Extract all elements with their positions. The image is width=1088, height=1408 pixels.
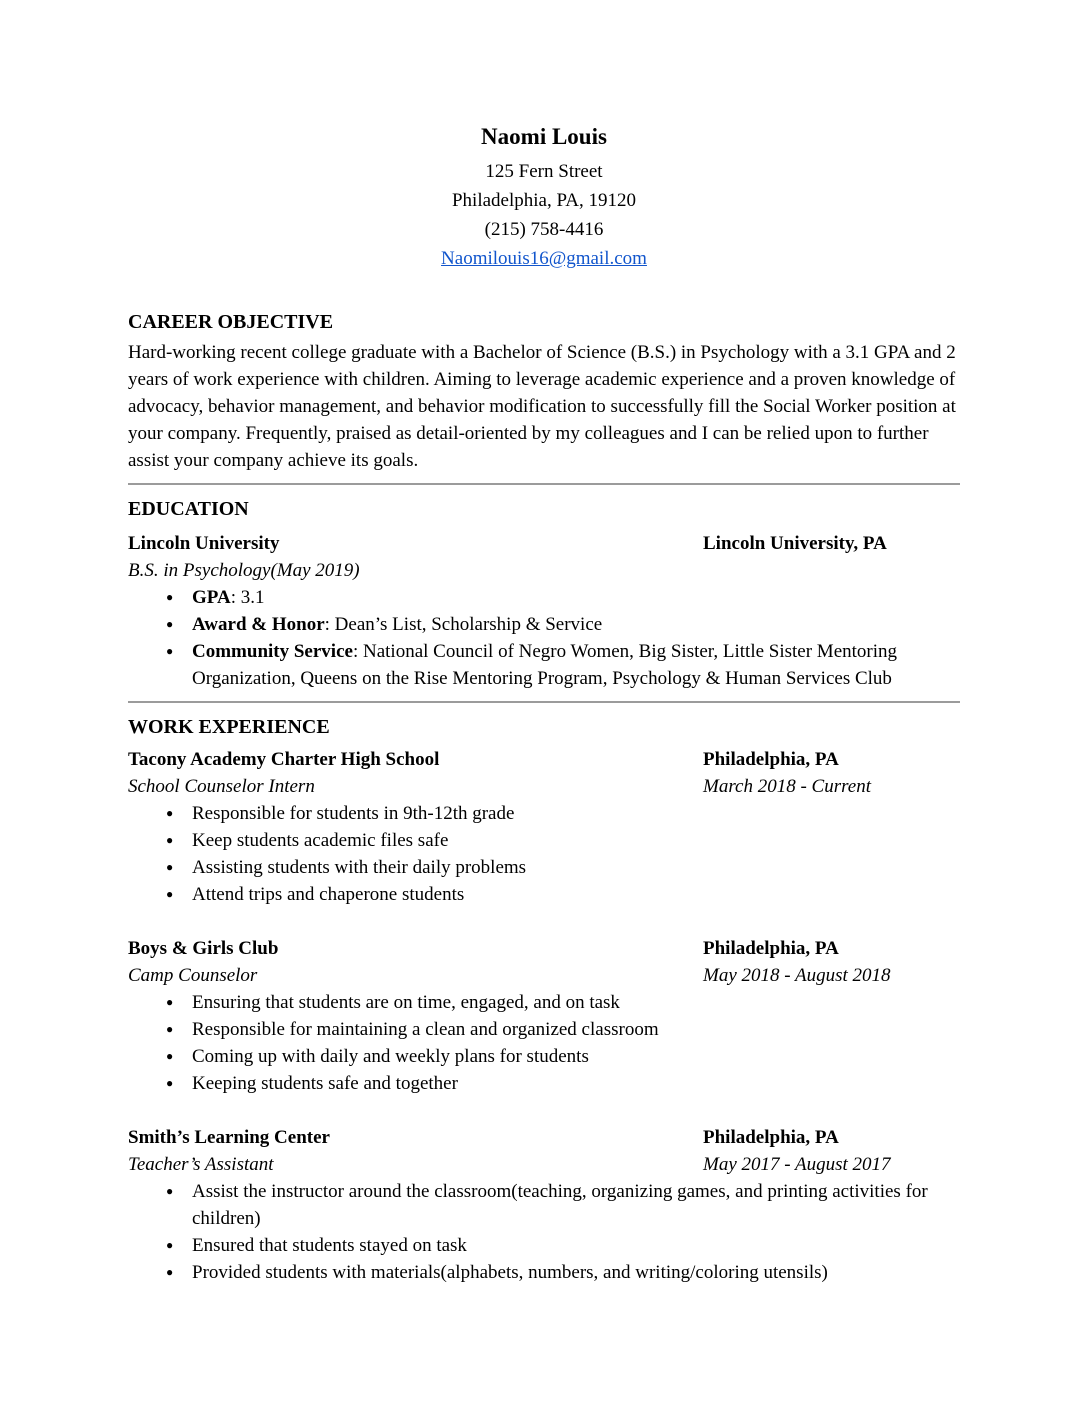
job-company-row	[128, 935, 960, 962]
education-heading: EDUCATION	[128, 498, 249, 520]
career-objective-text: Hard-working recent college graduate with a Bachelor of Science (B.S.) in Psychology with a 3.1 GPA and 2 years of work experience with children. Aiming to leverage academic experience and a proven knowledge of advocacy, behavior management, and behavior modification to successfully fill the Social Worker position at your company. Frequently, praised as detail-oriented by my colleagues and I can be relied upon to further assist your company achieve its goals.	[128, 342, 956, 471]
job-title-row	[128, 962, 960, 989]
job-dates: March 2018 - Current	[703, 776, 871, 797]
work-experience-heading: WORK EXPERIENCE	[128, 716, 330, 738]
address-city-state-zip: Philadelphia, PA, 19120	[451, 190, 637, 211]
job-bullet-list	[128, 1178, 960, 1286]
work-experience-section	[128, 714, 960, 1286]
bullet-label: GPA	[192, 587, 231, 608]
bullet-text: : 3.1	[230, 587, 265, 608]
job-entry-smiths-learning-center	[128, 1124, 960, 1286]
address-street: 125 Fern Street	[485, 161, 603, 182]
job-bullet: ● Coming up with daily and weekly plans for students	[128, 1043, 960, 1070]
job-bullet: ● Ensuring that students are on time, engaged, and on task	[128, 989, 960, 1016]
bullet-text: : National Council of Negro Women, Big Sister, Little Sister Mentoring Organization, Queens on the Rise Mentoring Program, Psychology & Human Services Club	[192, 641, 898, 689]
email-link[interactable]: Naomilouis16@gmail.com	[441, 248, 647, 269]
school-name: Lincoln University	[128, 533, 280, 554]
job-bullet: ● Assist the instructor around the classroom(teaching, organizing games, and printing activities for children)	[128, 1178, 960, 1232]
bullet-label: Award & Honor	[192, 614, 325, 635]
education-bullet-list	[128, 584, 960, 692]
job-bullet-list	[128, 989, 960, 1097]
job-dates: May 2018 - August 2018	[703, 965, 891, 986]
job-title-row	[128, 1151, 960, 1178]
job-bullet: ● Keeping students safe and together	[128, 1070, 960, 1097]
job-title: School Counselor Intern	[128, 776, 315, 797]
job-bullet: ● Keep students academic files safe	[128, 827, 960, 854]
job-bullet: ● Attend trips and chaperone students	[128, 881, 960, 908]
job-bullet: ● Ensured that students stayed on task	[128, 1232, 960, 1259]
education-bullet-community-service	[128, 638, 960, 692]
job-title-row	[128, 773, 960, 800]
job-title: Camp Counselor	[128, 965, 258, 986]
job-bullet: ● Responsible for students in 9th-12th grade	[128, 800, 960, 827]
school-location: Lincoln University, PA	[703, 533, 887, 554]
company-name: Smith’s Learning Center	[128, 1127, 330, 1148]
job-bullet: ● Provided students with materials(alphabets, numbers, and writing/coloring utensils)	[128, 1259, 960, 1286]
job-title: Teacher’s Assistant	[128, 1154, 274, 1175]
company-name: Boys & Girls Club	[128, 938, 279, 959]
job-bullet: ● Assisting students with their daily problems	[128, 854, 960, 881]
company-location: Philadelphia, PA	[703, 1127, 839, 1148]
career-objective-section	[128, 309, 960, 474]
phone-number: (215) 758-4416	[484, 219, 604, 240]
company-location: Philadelphia, PA	[703, 938, 839, 959]
job-company-row	[128, 746, 960, 773]
job-dates: May 2017 - August 2017	[703, 1154, 891, 1175]
bullet-text: : Dean’s List, Scholarship & Service	[324, 614, 603, 635]
person-name: Naomi Louis	[481, 124, 607, 149]
education-bullet-gpa	[128, 584, 960, 611]
job-company-row	[128, 1124, 960, 1151]
career-objective-heading: CAREER OBJECTIVE	[128, 311, 334, 333]
education-school-row	[128, 530, 960, 557]
job-bullet: ● Responsible for maintaining a clean and organized classroom	[128, 1016, 960, 1043]
bullet-label: Community Service	[192, 641, 353, 662]
education-bullet-award	[128, 611, 960, 638]
resume-header	[128, 122, 960, 273]
job-entry-boys-girls-club	[128, 935, 960, 1097]
company-name: Tacony Academy Charter High School	[128, 749, 440, 770]
job-entry-tacony	[128, 746, 960, 908]
education-section	[128, 496, 960, 692]
email-line	[128, 244, 960, 273]
degree-line: B.S. in Psychology(May 2019)	[128, 560, 360, 581]
company-location: Philadelphia, PA	[703, 749, 839, 770]
section-divider	[128, 701, 960, 703]
section-divider	[128, 483, 960, 485]
job-bullet-list	[128, 800, 960, 908]
